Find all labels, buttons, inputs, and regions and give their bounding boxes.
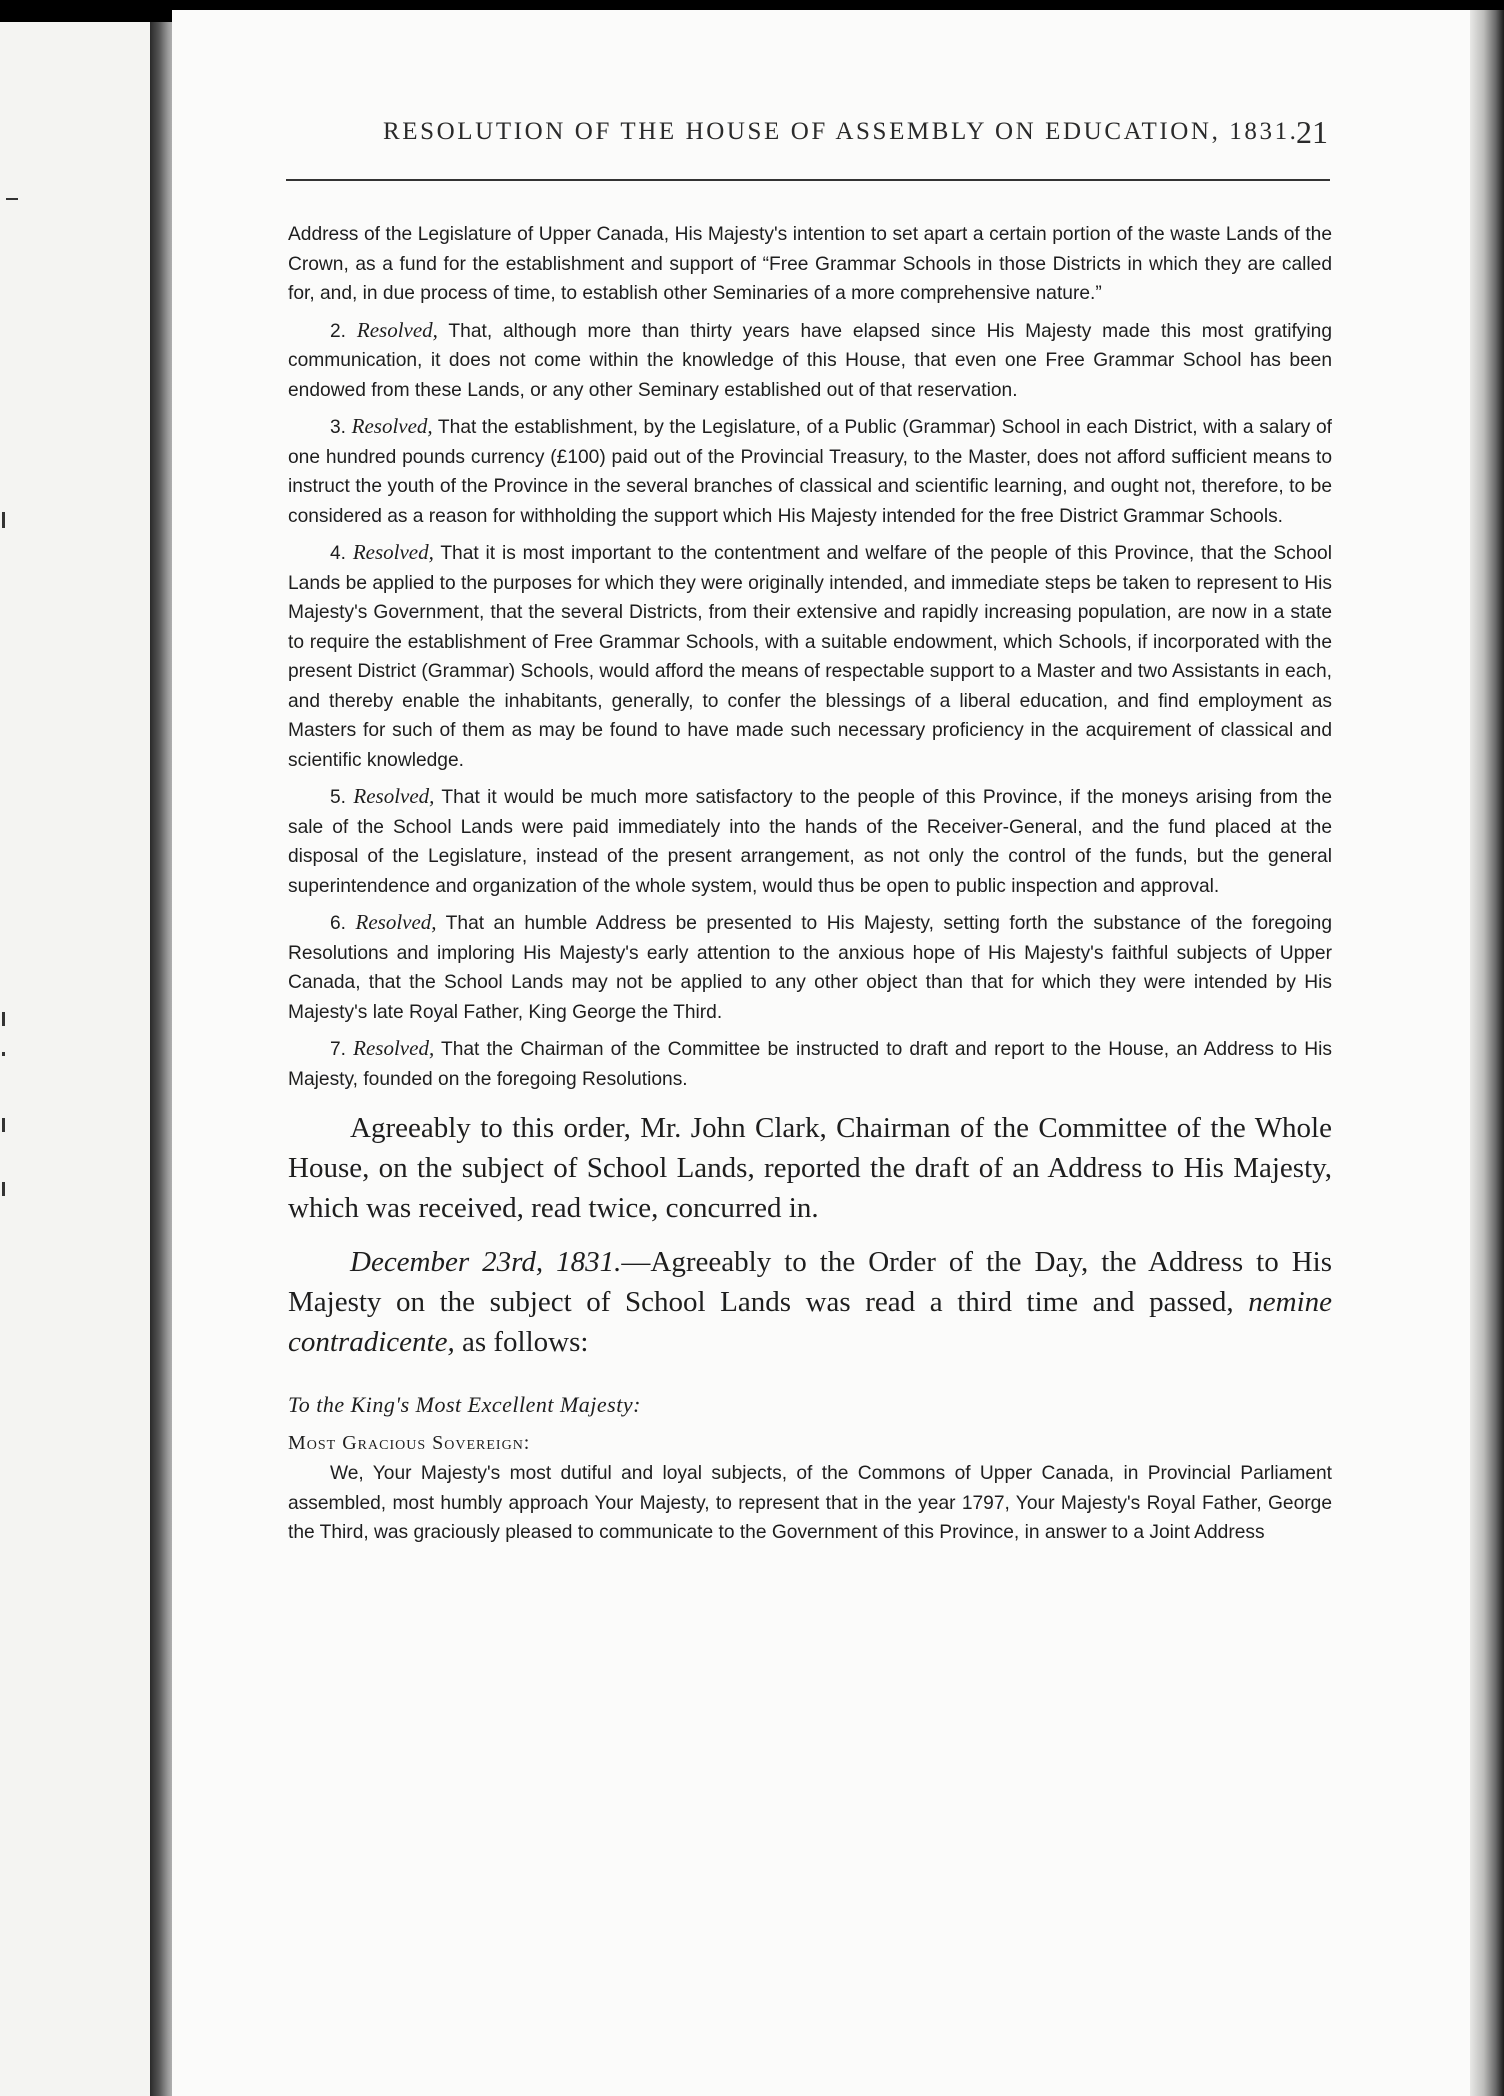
resolution-number: 5.: [330, 787, 347, 808]
left-page-mark: [2, 1118, 5, 1132]
header-rule: [286, 179, 1330, 181]
page-number: 21: [1296, 114, 1328, 150]
resolution-text: That it is most important to the contentment and welfare of the people of this Province, that the School Lands be applied to the purposes for which they were originally intended, and immediate steps be taken to represent to His Majesty's Government, that the several Districts, from their extensive and rapidly increasing population, are now in a state to require the establishment of Free Grammar Schools, with a suitable endowment, which Schools, if incorporated with the present District (Grammar) Schools, would afford the means of respectable support to a Master and two Assistants in each, and thereby enable the inhabitants, generally, to confer the blessings of a liberal education, and find employment as Masters for such of them as may be found to have made such necessary proficiency in the acquirement of classical and scientific knowledge.: [288, 543, 1332, 771]
resolution-number: 3.: [330, 417, 347, 438]
resolved-label: Resolved,: [352, 540, 434, 564]
resolution-text: That the establishment, by the Legislature, of a Public (Grammar) School in each District, with a salary of one hundred pounds currency (£100) paid out of the Provincial Treasury, to the Master, does not afford sufficient means to instruct the youth of the Province in the several branches of classical and scientific learning, and ought not, therefore, to be considered as a reason for withholding the support which His Majesty intended for the free District Grammar Schools.: [288, 417, 1332, 527]
resolution-number: 7.: [330, 1039, 347, 1060]
resolution-2: [288, 316, 1332, 406]
december-paragraph: [288, 1242, 1332, 1362]
resolved-label: Resolved,: [355, 910, 437, 934]
resolution-7: [288, 1034, 1332, 1094]
left-page-mark: [2, 1182, 5, 1196]
resolution-number: 4.: [330, 543, 347, 564]
resolution-number: 2.: [330, 320, 347, 342]
address-heading: To the King's Most Excellent Majesty:: [288, 1392, 641, 1417]
resolution-text: That an humble Address be presented to His Majesty, setting forth the substance of the foregoing Resolutions and imploring His Majesty's early attention to the anxious hope of His Majesty's faithful subjects of Upper Canada, that the School Lands may not be applied to any other object than that for which they were intended by His Majesty's late Royal Father, King George the Third.: [288, 913, 1332, 1023]
running-head: RESOLUTION OF THE HOUSE OF ASSEMBLY ON EDUCATION, 1831.: [383, 118, 1299, 145]
resolution-text: That, although more than thirty years have elapsed since His Majesty made this most gratifying communication, it does not come within the knowledge of this House, that even one Free Grammar School has been endowed from these Lands, or any other Seminary established out of that reservation.: [288, 320, 1332, 401]
left-page-mark: [2, 1012, 5, 1026]
resolved-label: Resolved,: [353, 1036, 435, 1060]
paragraph-continuation: Address of the Legislature of Upper Canada, His Majesty's intention to set apart a certain portion of the waste Lands of the Crown, as a fund for the establishment and support of “Free Grammar Schools in those Districts in which they are called for, and, in due process of time, to establish other Seminaries of a more comprehensive nature.”: [288, 224, 1332, 304]
resolved-label: Resolved,: [351, 414, 433, 438]
resolution-5: [288, 782, 1332, 901]
agreeably-paragraph: Agreeably to this order, Mr. John Clark, Chairman of the Committee of the Whole House, on the subject of School Lands, reported the draft of an Address to His Majesty, which was received, read twice, concurred in.: [288, 1112, 1332, 1224]
resolution-3: [288, 412, 1332, 531]
resolution-6: [288, 908, 1332, 1027]
resolution-4: [288, 538, 1332, 775]
page-body: [288, 220, 1332, 1555]
left-page-mark: [2, 1052, 5, 1056]
latin-phrase: nemine contradicente,: [288, 1286, 1332, 1358]
resolution-text: That it would be much more satisfactory to the people of this Province, if the moneys arising from the sale of the School Lands were paid immediately into the hands of the Receiver-General, and the fund placed at the disposal of the Legislature, instead of the present arrangement, as not only the control of the funds, but the general superintendence and organization of the whole system, would thus be open to public inspection and approval.: [288, 787, 1332, 897]
left-page-mark: [2, 512, 5, 528]
december-date: December 23rd, 1831.: [350, 1246, 622, 1278]
left-page-fragment: [0, 22, 150, 2096]
resolution-number: 6.: [330, 913, 347, 934]
address-text: We, Your Majesty's most dutiful and loyal subjects, of the Commons of Upper Canada, in Provincial Parliament assembled, most humbly approach Your Majesty, to represent that in the year 1797, Your Majesty's Royal Father, George the Third, was graciously pleased to communicate to the Government of this Province, in answer to a Joint Address: [288, 1463, 1332, 1543]
resolved-label: Resolved,: [356, 317, 438, 342]
page-header: [288, 114, 1328, 158]
page-edges: [1470, 10, 1504, 2096]
resolved-label: Resolved,: [353, 784, 435, 808]
december-text: —Agreeably to the Order of the Day, the Address to His Majesty on the subject of School Lands was read a third time and passed,: [288, 1246, 1332, 1318]
left-page-mark: [6, 198, 18, 200]
resolution-text: That the Chairman of the Committee be instructed to draft and report to the House, an Address to His Majesty, founded on the foregoing Resolutions.: [288, 1039, 1332, 1090]
december-tail: as follows:: [454, 1326, 589, 1358]
salutation: Most Gracious Sovereign:: [288, 1432, 531, 1454]
